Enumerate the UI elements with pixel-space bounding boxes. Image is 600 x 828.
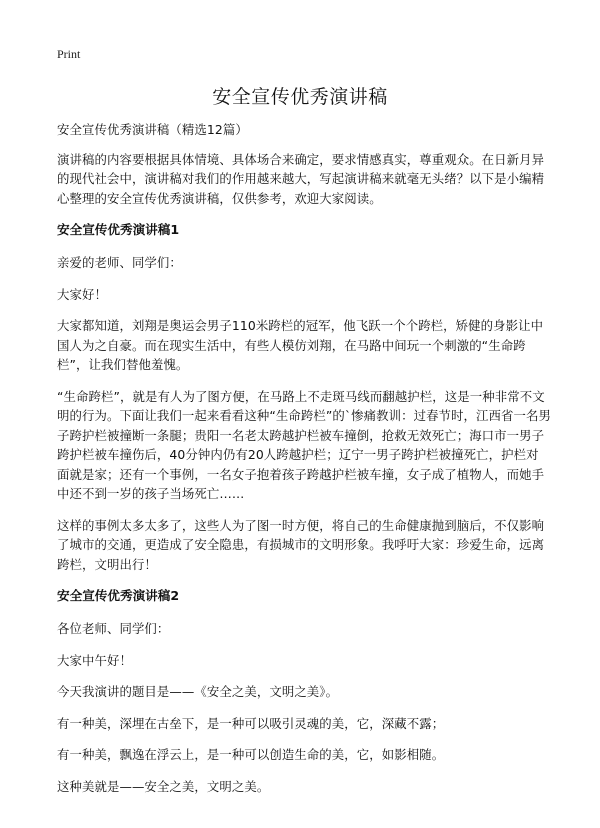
paragraph: “生命跨栏”，就是有人为了图方便，在马路上不走斑马线而翻越护栏，这是一种非常不文明的行为。下面让我们一起来看看这种“生命跨栏”的`惨痛教训：过春节时，江西省一名男子跨护栏被撞断一条腿；贵阳一名老太跨越护栏被车撞倒，抢救无效死亡；海口市一男子跨护栏被车撞伤后，40分钟内仍有20人跨越护栏；辽宁一男子跨护栏被撞死亡，护栏对面就是家；还有一个事例，一名女子抱着孩子跨越护栏被车撞，女子成了植物人，而她手中还不到一岁的孩子当场死亡……	[57, 388, 551, 501]
article-subtitle: 安全宣传优秀演讲稿（精选12篇）	[57, 122, 248, 137]
section-heading-2: 安全宣传优秀演讲稿2	[57, 588, 180, 603]
paragraph: 各位老师、同学们：	[57, 621, 170, 636]
paragraph: 有一种美，飘逸在浮云上，是一种可以创造生命的美，它，如影相随。	[57, 747, 445, 762]
print-link[interactable]: Print	[57, 47, 81, 61]
paragraph: 大家中午好！	[57, 652, 132, 668]
intro-paragraph: 演讲稿的内容要根据具体情境、具体场合来确定，要求情感真实，尊重观众。在日新月异的现代社会中，演讲稿对我们的作用越来越大，写起演讲稿来就毫无头绪？以下是小编精心整理的安全宣传优秀演讲稿，仅供参考，欢迎大家阅读。	[57, 151, 545, 206]
paragraph: 亲爱的老师、同学们：	[57, 255, 182, 270]
paragraph: 这样的事例太多太多了，这些人为了图一时方便，将自己的生命健康抛到脑后，不仅影响了城市的交通，更造成了安全隐患，有损城市的文明形象。我呼吁大家：珍爱生命，远离跨栏，文明出行！	[57, 517, 545, 572]
paragraph: 大家好！	[57, 286, 107, 302]
article-body	[57, 120, 551, 808]
paragraph: 这种美就是——安全之美，文明之美。	[57, 778, 270, 794]
paragraph: 大家都知道，刘翔是奥运会男子110米跨栏的冠军，他飞跃一个个跨栏，矫健的身影让中国人为之自豪。而在现实生活中，有些人模仿刘翔，在马路中间玩一个刺激的“生命跨栏”，让我们替他羞愧。	[57, 318, 544, 372]
page-title: 安全宣传优秀演讲稿	[212, 86, 388, 108]
paragraph: 有一种美，深埋在古垒下，是一种可以吸引灵魂的美，它，深藏不露；	[57, 715, 445, 731]
paragraph: 今天我演讲的题目是——《安全之美，文明之美》。	[57, 684, 339, 699]
section-heading-1: 安全宣传优秀演讲稿1	[57, 222, 180, 237]
